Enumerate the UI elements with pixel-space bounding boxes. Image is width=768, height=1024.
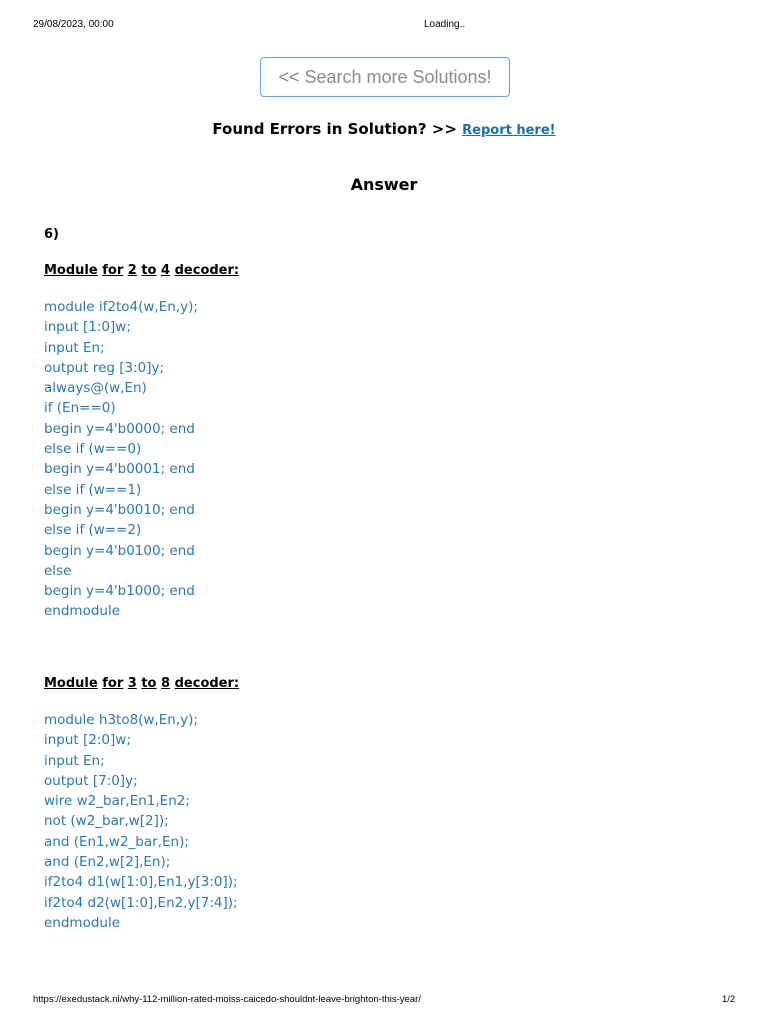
answer-title: Answer [350,175,418,194]
code-line: not (w2_bar,w[2]); [44,813,169,830]
heading-word: 4 [161,263,171,278]
code-block-3to8 [44,710,238,933]
code-line: module if2to4(w,En,y); [44,299,198,315]
code-line: input [2:0]w; [44,732,131,749]
heading-word: Module [44,263,98,278]
section-heading-2to4 [44,263,239,278]
heading-word: 8 [161,676,171,691]
code-line: if2to4 d2(w[1:0],En2,y[7:4]); [44,894,238,911]
report-here-link[interactable]: Report here! [462,123,556,138]
heading-word: 2 [127,263,137,278]
code-line: if (En==0) [44,400,116,417]
code-line: endmodule [44,914,121,931]
heading-word: to [141,676,157,691]
code-line: else if (w==1) [44,481,142,498]
errors-text: Found Errors in Solution? >> [212,120,463,138]
code-line: output [7:0]y; [44,772,138,789]
errors-line [0,120,768,138]
heading-word: 3 [127,676,137,691]
section-heading-3to8 [44,676,239,691]
code-line: begin y=4'b0001; end [44,461,195,478]
heading-word: for [102,263,124,278]
question-number: 6) [44,227,59,242]
print-page-number: 1/2 [722,994,736,1005]
code-line: else if (w==0) [44,441,142,458]
print-datetime: 29/08/2023, 00:00 [33,19,114,30]
code-line: output reg [3:0]y; [44,359,165,376]
code-line: input [1:0]w; [44,319,131,336]
print-url: https://exedustack.nl/why-112-million-rated-moiss-caicedo-shouldnt-leave-brighton-this-year/ [33,994,421,1005]
heading-word: Module [44,676,98,691]
code-line: if2to4 d1(w[1:0],En1,y[3:0]); [44,874,238,891]
code-line: and (En2,w[2],En); [44,854,171,871]
code-line: input En; [44,339,105,356]
print-page-title: Loading.. [424,19,466,30]
code-line: always@(w,En) [44,380,147,397]
code-line: input En; [44,752,105,769]
code-line: endmodule [44,603,121,620]
heading-word: to [141,263,157,278]
heading-word: for [102,676,124,691]
code-line: else [44,562,72,579]
code-line: begin y=4'b0000; end [44,420,195,437]
code-line: module h3to8(w,En,y); [44,712,198,728]
code-line: begin y=4'b0010; end [44,501,195,518]
search-more-solutions-button[interactable]: << Search more Solutions! [260,57,510,97]
code-line: begin y=4'b0100; end [44,542,195,559]
code-line: begin y=4'b1000; end [44,583,195,600]
heading-word: decoder: [174,263,240,278]
code-block-2to4 [44,297,198,622]
code-line: else if (w==2) [44,522,142,539]
code-line: and (En1,w2_bar,En); [44,833,189,850]
heading-word: decoder: [174,676,240,691]
code-line: wire w2_bar,En1,En2; [44,793,190,810]
